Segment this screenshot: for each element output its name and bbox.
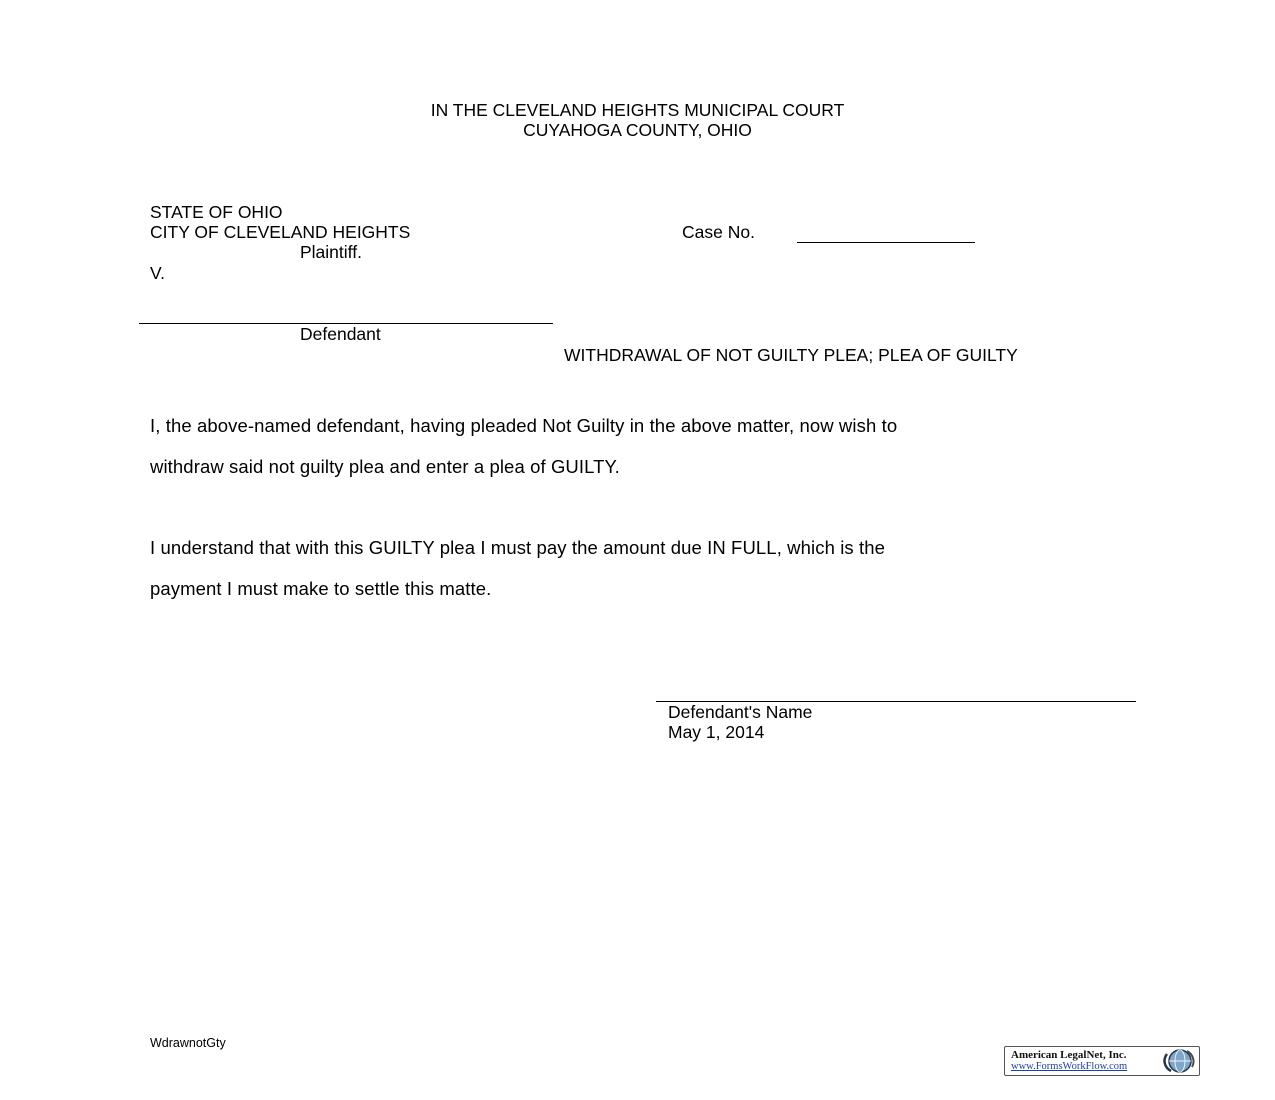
versus-label: V. [150, 263, 165, 283]
paragraph-1-line-1: I, the above-named defendant, having pleaded Not Guilty in the above matter, now wish to [150, 415, 898, 436]
case-no-line[interactable] [797, 242, 975, 243]
logo-company-name: American LegalNet, Inc. [1011, 1049, 1127, 1061]
plaintiff-state: STATE OF OHIO [150, 202, 283, 222]
american-legalnet-logo[interactable] [1004, 1046, 1200, 1076]
document-title: WITHDRAWAL OF NOT GUILTY PLEA; PLEA OF GUILTY [564, 345, 1018, 365]
plaintiff-label: Plaintiff. [300, 242, 362, 262]
case-no-label: Case No. [682, 222, 755, 242]
form-code: WdrawnotGty [150, 1036, 226, 1050]
defendant-label: Defendant [300, 324, 381, 344]
logo-website-link[interactable]: www.FormsWorkFlow.com [1011, 1061, 1128, 1072]
signature-name-label: Defendant's Name [668, 702, 813, 722]
court-name: IN THE CLEVELAND HEIGHTS MUNICIPAL COURT [430, 100, 845, 120]
paragraph-2-line-1: I understand that with this GUILTY plea I must pay the amount due IN FULL, which is the [150, 537, 886, 558]
paragraph-2-line-2: payment I must make to settle this matte. [150, 578, 492, 599]
paragraph-1-line-2: withdraw said not guilty plea and enter a plea of GUILTY. [150, 456, 620, 477]
globe-icon [1161, 1048, 1197, 1074]
court-county: CUYAHOGA COUNTY, OHIO [523, 120, 752, 140]
signature-date: May 1, 2014 [668, 722, 765, 742]
plaintiff-city: CITY OF CLEVELAND HEIGHTS [150, 222, 411, 242]
